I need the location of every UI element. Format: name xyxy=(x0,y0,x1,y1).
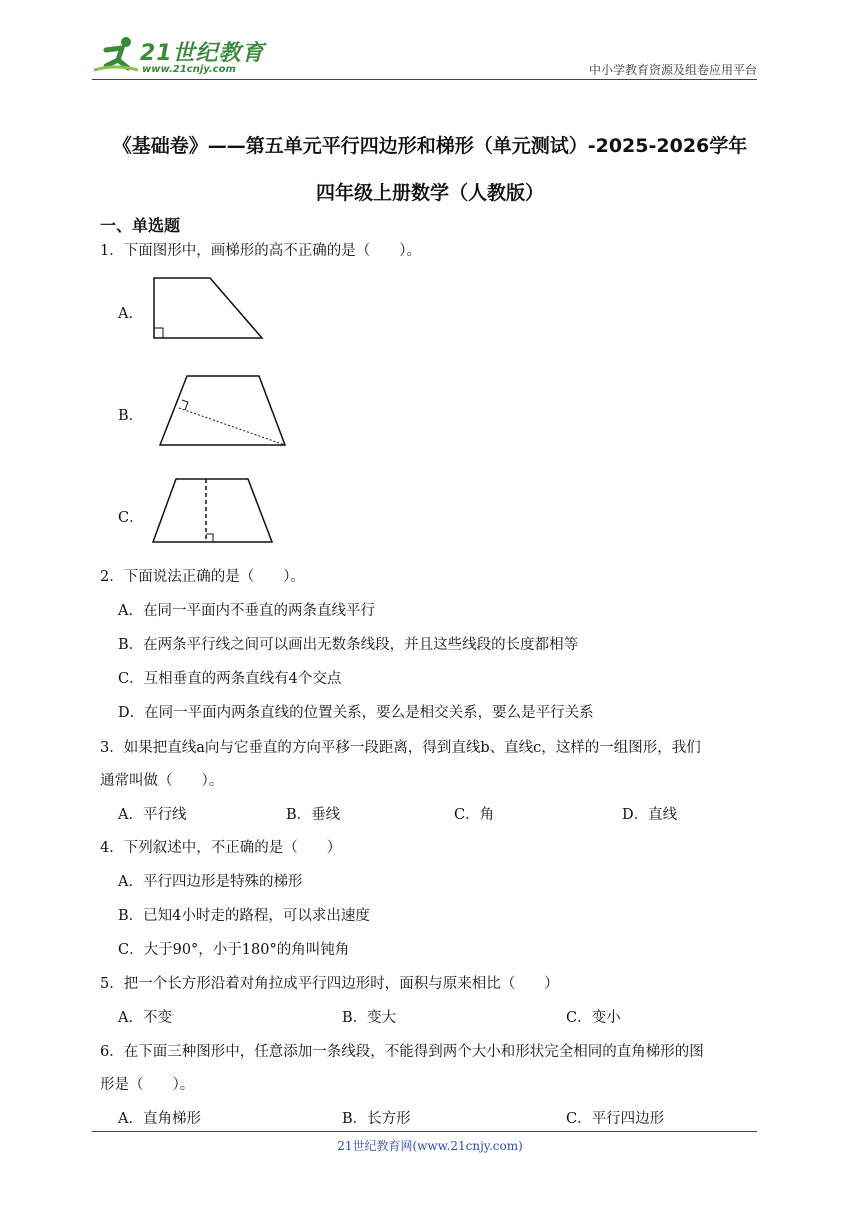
footer-divider xyxy=(92,1131,757,1132)
q2-option-a: A．在同一平面内不垂直的两条直线平行 xyxy=(118,603,375,619)
question-6-stem-line1: 6．在下面三种图形中，任意添加一条线段，不能得到两个大小和形状完全相同的直角梯形的图 xyxy=(100,1044,704,1060)
q1-figure-b-trapezoid xyxy=(155,373,289,449)
page-header xyxy=(92,30,757,80)
q5-option-b: B．变大 xyxy=(342,1010,397,1026)
q3-option-c: C．角 xyxy=(454,807,495,823)
logo-url: www.21cnjy.com xyxy=(142,64,236,75)
q4-option-c: C．大于90°，小于180°的角叫钝角 xyxy=(118,942,350,958)
q2-option-d: D．在同一平面内两条直线的位置关系，要么是相交关系，要么是平行关系 xyxy=(118,705,594,721)
q3-option-b: B．垂线 xyxy=(286,807,341,823)
section-heading: 一、单选题 xyxy=(100,216,181,235)
question-3-stem-line2: 通常叫做（ ）。 xyxy=(100,773,224,789)
question-2-stem: 2．下面说法正确的是（ ）。 xyxy=(100,569,305,585)
q3-option-a: A．平行线 xyxy=(118,807,187,823)
logo-text: 21世纪教育 xyxy=(140,41,265,66)
question-4-stem: 4．下列叙述中，不正确的是（ ） xyxy=(100,840,342,856)
q1-figure-c-trapezoid xyxy=(150,475,276,545)
q6-option-c: C．平行四边形 xyxy=(566,1111,665,1127)
q4-option-a: A．平行四边形是特殊的梯形 xyxy=(118,874,303,890)
header-divider xyxy=(92,79,757,80)
q3-option-d: D．直线 xyxy=(622,807,678,823)
q6-option-b: B．长方形 xyxy=(342,1111,411,1127)
q1-option-b-label: B． xyxy=(118,408,144,424)
runner-logo-icon xyxy=(92,34,140,74)
q5-option-c: C．变小 xyxy=(566,1010,621,1026)
q1-option-a-label: A． xyxy=(118,306,143,322)
q4-option-b: B．已知4小时走的路程，可以求出速度 xyxy=(118,908,370,924)
q1-figure-a-trapezoid xyxy=(150,275,266,341)
q1-option-c-label: C． xyxy=(118,510,144,526)
q2-option-b: B．在两条平行线之间可以画出无数条线段，并且这些线段的长度都相等 xyxy=(118,637,579,653)
question-5-stem: 5．把一个长方形沿着对角拉成平行四边形时，面积与原来相比（ ） xyxy=(100,976,559,992)
q2-option-c: C．互相垂直的两条直线有4个交点 xyxy=(118,671,342,687)
question-6-stem-line2: 形是（ ）。 xyxy=(100,1077,195,1093)
question-3-stem-line1: 3．如果把直线a向与它垂直的方向平移一段距离，得到直线b、直线c，这样的一组图形，我们 xyxy=(100,740,701,756)
header-slogan: 中小学教育资源及组卷应用平台 xyxy=(588,63,757,77)
footer-text: 21世纪教育网(www.21cnjy.com) xyxy=(337,1139,523,1153)
q5-option-a: A．不变 xyxy=(118,1010,172,1026)
question-1-stem: 1．下面图形中，画梯形的高不正确的是（ ）。 xyxy=(100,243,421,259)
page-title-line1: 《基础卷》——第五单元平行四边形和梯形（单元测试）-2025-2026学年 xyxy=(112,135,748,157)
page-title-line2: 四年级上册数学（人教版） xyxy=(315,182,544,204)
q6-option-a: A．直角梯形 xyxy=(118,1111,201,1127)
